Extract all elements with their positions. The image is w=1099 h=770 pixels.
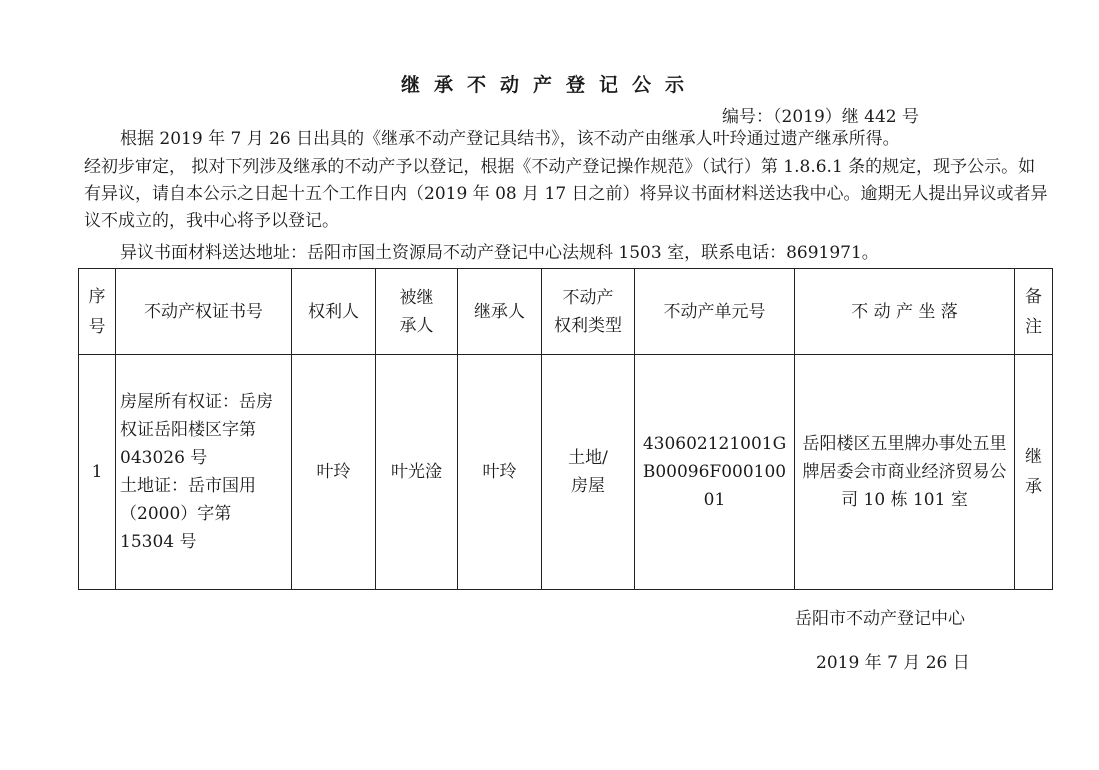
header-right-holder: 权利人	[292, 269, 376, 355]
cell-unit-no: 430602121001GB00096F00010001	[635, 355, 795, 590]
cell-seq: 1	[79, 355, 116, 590]
table-header-row	[79, 269, 1053, 355]
header-heir: 继承人	[458, 269, 542, 355]
issuing-organization: 岳阳市不动产登记中心	[795, 609, 965, 629]
cell-right-holder: 叶玲	[292, 355, 376, 590]
registration-table	[78, 268, 1053, 590]
header-seq: 序号	[79, 269, 116, 355]
paragraph-basis: 根据 2019 年 7 月 26 日出具的《继承不动产登记具结书》，该不动产由继承人叶玲通过遗产继承所得。	[120, 129, 900, 149]
document-number: 编号：（2019）继 442 号	[722, 107, 920, 127]
header-right-type: 不动产 权利类型	[542, 269, 635, 355]
cell-remark: 继承	[1015, 355, 1053, 590]
cell-decedent: 叶光淦	[376, 355, 458, 590]
header-unit-no: 不动产单元号	[635, 269, 795, 355]
issue-date: 2019 年 7 月 26 日	[816, 653, 970, 673]
table-row	[79, 355, 1053, 590]
paragraph-review: 经初步审定， 拟对下列涉及继承的不动产予以登记，根据《不动产登记操作规范》（试行）第 1.8.6.1 条的规定，现予公示。如有异议，请自本公示之日起十五个工作日内（2019 年 08 月 17 日之前）将异议书面材料送达我中心。逾期无人提出异议或者异议不成立的，我中心将予以登记。	[84, 157, 1048, 231]
cell-location: 岳阳楼区五里牌办事处五里牌居委会市商业经济贸易公司 10 栋 101 室	[795, 355, 1015, 590]
header-remark: 备注	[1015, 269, 1053, 355]
cell-cert-no: 房屋所有权证：岳房权证岳阳楼区字第 043026 号 土地证：岳市国用（2000）字第 15304 号	[116, 355, 292, 590]
page-title: 继承不动产登记公示	[400, 74, 698, 96]
header-decedent: 被继 承人	[376, 269, 458, 355]
header-location: 不 动 产 坐 落	[795, 269, 1015, 355]
header-cert-no: 不动产权证书号	[116, 269, 292, 355]
cell-right-type: 土地/ 房屋	[542, 355, 635, 590]
cell-heir: 叶玲	[458, 355, 542, 590]
paragraph-objection-address: 异议书面材料送达地址：岳阳市国土资源局不动产登记中心法规科 1503 室，联系电话：8691971。	[120, 243, 879, 263]
